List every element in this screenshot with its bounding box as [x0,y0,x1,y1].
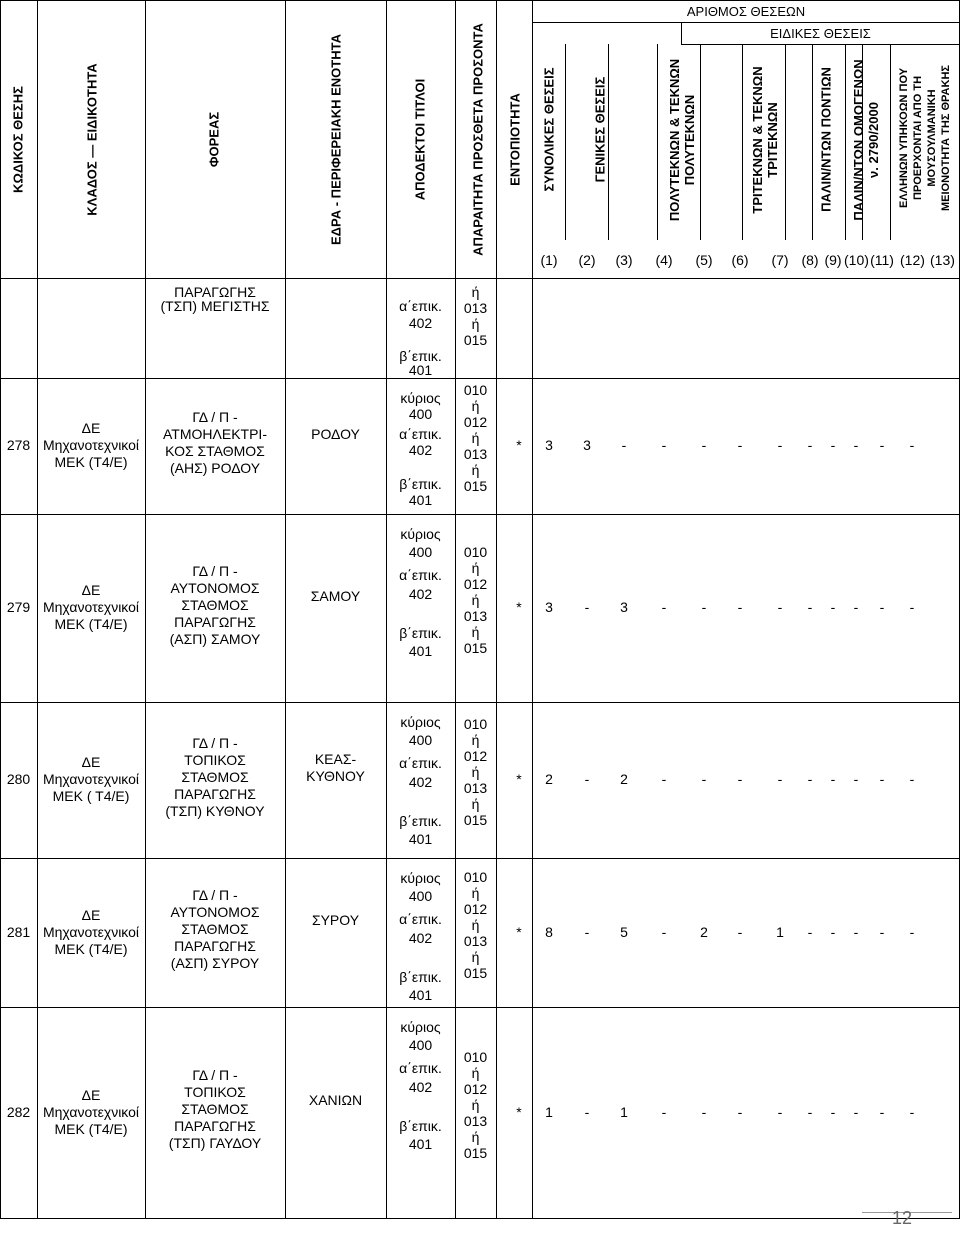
branch-line: ΔΕ [81,1086,101,1103]
qualification-line: ή [471,1064,480,1081]
position-count: - [737,437,743,453]
title-line: 402 [408,773,433,790]
position-count: 3 [620,599,628,615]
header-quals: ΑΠΑΡΑΙΤΗΤΑ ΠΡΟΣΘΕΤΑ ΠΡΟΣΟΝΤΑ [470,23,486,256]
title-line: β΄επικ. [399,1117,442,1134]
position-count: - [584,599,590,615]
title-line: 401 [408,831,433,848]
body-line: ΣΤΑΘΜΟΣ [181,768,249,785]
qualification-line: ή [471,1096,480,1113]
body-line: ΓΔ / Π - [192,1067,238,1083]
branch-line: Μηχανοτεχνικοί [42,599,140,615]
title-line: α΄επικ. [399,911,442,928]
qualification-line: 010 [463,716,488,732]
column-number-label: (8) [801,252,819,268]
header-expatriates [851,0,881,290]
cont-title: α΄επικ. [399,298,442,314]
branch-line: ΔΕ [81,582,101,598]
position-count: - [661,599,667,615]
cont-title: 401 [408,362,433,378]
position-count: - [909,771,915,787]
position-code: 279 [6,599,31,615]
grid-line-v [812,44,813,240]
position-count: * [516,923,522,940]
qualification-line: 012 [463,748,488,764]
qualification-line: 012 [463,1080,488,1097]
grid-line-v [700,44,701,240]
region-line: ΧΑΝΙΩΝ [308,1092,363,1108]
header-pontic: ΠΑΛΙΝ/ΝΤΩΝ ΠΟΝΤΙΩΝ [818,67,834,212]
header-thrace-line: ΜΕΙΟΝΟΤΗΤΑ ΤΗΣ ΘΡΑΚΗΣ [940,65,952,212]
qualification-line: 012 [463,414,488,430]
position-count: - [737,1103,743,1120]
cont-qualification: 015 [463,332,488,348]
title-line: 402 [408,585,433,602]
qualification-line: 010 [463,382,488,398]
title-line: 401 [408,1136,433,1153]
position-count: - [853,1103,859,1120]
body-line: ΣΤΑΘΜΟΣ [181,1101,249,1117]
position-count: 3 [545,437,553,453]
header-special: ΕΙΔΙΚΕΣ ΘΕΣΕΙΣ [770,26,871,41]
position-count: - [661,437,667,453]
title-line: α΄επικ. [399,567,442,584]
qualification-line: ή [471,732,480,748]
header-thrace-minority [897,0,953,288]
title-line: κύριος [400,1019,441,1035]
branch-line: ΜΕΚ (Τ4/Ε) [54,454,128,470]
header-three-child-line: ΤΡΙΤΕΚΝΩΝ & ΤΕΚΝΩΝ [750,66,765,214]
position-count: - [830,771,836,787]
qualification-line: ή [471,462,480,478]
qualification-line: 013 [463,932,488,949]
position-count: - [909,437,915,453]
branch-line: ΜΕΚ ( Τ4/Ε) [52,788,130,804]
qualification-line: 012 [463,576,488,592]
title-line: β΄επικ. [399,624,442,641]
position-count: 2 [620,771,628,787]
body-line: ΣΤΑΘΜΟΣ [181,921,249,937]
position-count: - [853,599,859,615]
header-total: ΣΥΝΟΛΙΚΕΣ ΘΕΣΕΙΣ [541,67,557,192]
body-line: ΑΤΜΟΗΛΕΚΤΡΙ- [163,426,267,442]
header-region: ΕΔΡΑ - ΠΕΡΙΦΕΡΕΙΑΚΗ ΕΝΟΤΗΤΑ [328,34,344,245]
page-number: 12 [891,1208,912,1228]
column-number-label: (3) [615,252,633,268]
title-line: κύριος [400,870,441,886]
branch-line: ΜΕΚ (Τ4/Ε) [54,616,128,632]
header-thrace-line: ΕΛΛΗΝΩΝ ΥΠΗΚΟΩΝ ΠΟΥ [898,67,910,209]
grid-line-v [785,44,786,240]
body-line: (ΤΣΠ) ΓΑΥΔΟΥ [168,1135,262,1151]
qualification-line: ή [471,884,480,901]
position-count: 1 [545,1103,553,1120]
branch-line: ΔΕ [81,754,101,770]
position-count: - [853,771,859,787]
qualification-line: 013 [463,446,488,462]
position-count: 3 [583,437,591,453]
column-number-label: (11) [870,252,894,268]
body-line: (ΤΣΠ) ΚΥΘΝΟΥ [165,802,265,819]
qualification-line: 010 [463,544,488,560]
position-count: - [879,599,885,615]
position-count: * [516,771,522,787]
grid-line-h [0,1007,960,1008]
position-count: - [777,437,783,453]
title-line: 400 [408,888,433,905]
grid-line-v [608,44,609,240]
position-count: - [701,771,707,787]
region-line: ΣΑΜΟΥ [310,587,361,604]
qualification-line: 015 [463,478,488,494]
region-line: ΚΥΘΝΟΥ [306,768,365,784]
position-count: 2 [700,923,708,940]
column-number-label: (1) [540,252,558,268]
title-line: 402 [408,929,433,946]
position-count: - [909,599,915,615]
branch-line: Μηχανοτεχνικοί [42,1103,140,1120]
column-number-label: (6) [731,252,749,268]
header-large-families-line: ΠΟΛΥΤΕΚΝΩΝ & ΤΕΚΝΩΝ [667,58,682,222]
title-line: β΄επικ. [399,968,442,985]
position-count: - [661,771,667,787]
title-line: 402 [408,1078,433,1095]
cont-body-line: (ΤΣΠ) ΜΕΓΙΣΤΗΣ [160,298,270,314]
body-line: ΠΑΡΑΓΩΓΗΣ [174,938,256,954]
title-line: 400 [408,406,433,422]
title-line: 400 [408,732,433,749]
position-count: - [830,923,836,940]
position-count: - [661,1103,667,1120]
qualification-line: ή [471,624,480,640]
position-count: 1 [776,923,784,940]
position-count: - [853,437,859,453]
position-count: - [701,599,707,615]
header-expatriates-line: ν. 2790/2000 [866,102,881,178]
body-line: ΤΟΠΙΚΟΣ [184,751,246,768]
title-line: α΄επικ. [399,755,442,772]
title-line: 400 [408,1037,433,1054]
body-line: ΚΟΣ ΣΤΑΘΜΟΣ [165,443,265,459]
qualification-line: 012 [463,900,488,917]
column-number-label: (9) [824,252,842,268]
qualification-line: 010 [463,868,488,885]
title-line: 400 [408,544,433,561]
title-line: 402 [408,442,433,458]
position-count: - [853,923,859,940]
header-branch: ΚΛΑΔΟΣ — ΕΙΔΙΚΟΤΗΤΑ [84,63,100,216]
cont-qualification: ή [471,284,480,300]
grid-line-h [0,858,960,859]
title-line: 401 [408,643,433,660]
qualification-line: ή [471,948,480,965]
title-line: 401 [408,492,433,508]
cont-title: 402 [408,315,433,331]
branch-line: ΔΕ [81,420,101,436]
grid-line-h [0,1218,960,1219]
body-line: ΓΔ / Π - [192,562,238,579]
header-three-child-line: ΤΡΙΤΕΚΝΩΝ [765,102,780,178]
header-locality: ΕΝΤΟΠΙΟΤΗΤΑ [507,93,523,186]
grid-line-h [0,514,960,515]
column-number-label: (2) [578,252,596,268]
position-count: - [807,599,813,615]
title-line: 401 [408,987,433,1004]
position-count: - [807,437,813,453]
region-line: ΣΥΡΟΥ [311,912,360,928]
title-line: κύριος [400,714,441,730]
qualification-line: 015 [463,964,488,981]
column-number-label: (4) [655,252,673,268]
position-code: 278 [6,437,31,453]
qualification-line: ή [471,796,480,812]
position-count: - [584,771,590,787]
header-expatriates-line: ΠΑΛΙΝ/ΝΤΩΝ ΟΜΟΓΕΝΩΝ [851,59,866,221]
position-count: - [621,437,627,453]
body-line: ΣΤΑΘΜΟΣ [181,596,249,613]
position-count: - [879,437,885,453]
header-thrace-line: ΜΟΥΣΟΥΛΜΑΝΙΚΗ [926,89,938,187]
position-count: - [737,599,743,615]
column-number-label: (12) [900,252,925,268]
grid-line-v [285,0,286,1218]
body-line: (ΑΣΠ) ΣΥΡΟΥ [170,955,260,971]
qualification-line: 015 [463,1144,488,1161]
qualification-line: 013 [463,780,488,796]
grid-line-v [845,44,846,240]
grid-line-v [890,44,891,240]
position-count: - [737,771,743,787]
qualification-line: ή [471,560,480,576]
column-number-label: (13) [930,252,955,268]
position-count: - [807,1103,813,1120]
body-line: ΓΔ / Π - [192,887,238,903]
title-line: α΄επικ. [399,426,442,442]
body-line: ΓΔ / Π - [192,409,238,425]
position-count: - [807,771,813,787]
position-count: 3 [545,599,553,615]
qualification-line: ή [471,764,480,780]
body-line: (ΑΗΣ) ΡΟΔΟΥ [169,460,261,476]
qualification-line: ή [471,398,480,414]
grid-line-v [532,0,533,1218]
position-count: - [584,923,590,940]
position-count: - [879,771,885,787]
title-line: κύριος [400,526,441,542]
position-count: - [879,923,885,940]
position-code: 282 [6,1103,31,1120]
qualification-line: 013 [463,608,488,624]
position-count: 1 [620,1103,628,1120]
column-number-label: (10) [844,252,869,268]
grid-line-h [0,702,960,703]
grid-line-v [496,0,497,1218]
position-count: - [807,923,813,940]
position-count: - [701,437,707,453]
header-positions: ΑΡΙΘΜΟΣ ΘΕΣΕΩΝ [686,4,806,19]
position-count: 2 [545,771,553,787]
title-line: κύριος [400,390,441,406]
cont-qualification: ή [471,316,480,332]
position-count: - [830,437,836,453]
qualification-line: 013 [463,1112,488,1129]
position-count: - [879,1103,885,1120]
cont-title: β΄επικ. [399,348,442,364]
header-general: ΓΕΝΙΚΕΣ ΘΕΣΕΙΣ [592,76,608,183]
body-line: ΑΥΤΟΝΟΜΟΣ [170,904,260,920]
body-line: (ΑΣΠ) ΣΑΜΟΥ [169,630,261,647]
branch-line: ΜΕΚ (Τ4/Ε) [54,940,128,957]
column-number-label: (5) [695,252,713,268]
branch-line: Μηχανοτεχνικοί [42,771,140,787]
branch-line: Μηχανοτεχνικοί [42,923,140,940]
position-count: * [516,1103,522,1120]
qualification-line: ή [471,430,480,446]
grid-line-h [0,378,960,379]
position-count: - [737,923,743,940]
title-line: β΄επικ. [399,812,442,829]
header-body: ΦΟΡΕΑΣ [206,111,222,168]
column-number-label: (7) [771,252,789,268]
branch-line: ΜΕΚ (Τ4/Ε) [54,1120,128,1137]
position-count: - [777,1103,783,1120]
position-count: - [830,599,836,615]
header-three-child [750,0,780,290]
position-count: 8 [545,923,553,940]
position-count: - [777,771,783,787]
header-code: ΚΩΔΙΚΟΣ ΘΕΣΗΣ [10,86,26,193]
qualification-line: ή [471,916,480,933]
position-count: * [516,437,522,453]
branch-line: ΔΕ [81,906,101,923]
position-count: * [516,599,522,615]
body-line: ΑΥΤΟΝΟΜΟΣ [170,579,260,596]
body-line: ΤΟΠΙΚΟΣ [184,1084,246,1100]
header-large-families-line: ΠΟΛΥΤΕΚΝΩΝ [682,94,697,186]
header-large-families [667,0,697,290]
qualification-line: 015 [463,640,488,656]
branch-line: Μηχανοτεχνικοί [42,437,140,453]
qualification-line: 010 [463,1048,488,1065]
cont-body-line: ΠΑΡΑΓΩΓΗΣ [174,284,256,300]
region-line: ΚΕΑΣ- [314,751,357,767]
title-line: β΄επικ. [399,476,442,492]
position-count: - [661,923,667,940]
position-code: 281 [6,923,31,940]
position-code: 280 [6,771,31,787]
grid-line-v [565,44,566,240]
position-count: - [584,1103,590,1120]
body-line: ΓΔ / Π - [192,734,238,751]
region-line: ΡΟΔΟΥ [311,425,360,442]
position-count: 5 [620,923,628,940]
body-line: ΠΑΡΑΓΩΓΗΣ [174,613,256,630]
position-count: - [777,599,783,615]
body-line: ΠΑΡΑΓΩΓΗΣ [174,1118,256,1134]
header-titles: ΑΠΟΔΕΚΤΟΙ ΤΙΤΛΟΙ [412,78,428,201]
position-count: - [701,1103,707,1120]
position-count: - [909,923,915,940]
header-thrace-line: ΠΡΟΕΡΧΟΝΤΑΙ ΑΠΟ ΤΗ [912,75,924,201]
grid-line-v [657,44,658,240]
cont-qualification: 013 [463,300,488,316]
grid-line-v [742,44,743,240]
position-count: - [830,1103,836,1120]
title-line: α΄επικ. [399,1060,442,1077]
position-count: - [909,1103,915,1120]
body-line: ΠΑΡΑΓΩΓΗΣ [174,785,256,802]
qualification-line: ή [471,592,480,608]
qualification-line: ή [471,1128,480,1145]
qualification-line: 015 [463,812,488,828]
